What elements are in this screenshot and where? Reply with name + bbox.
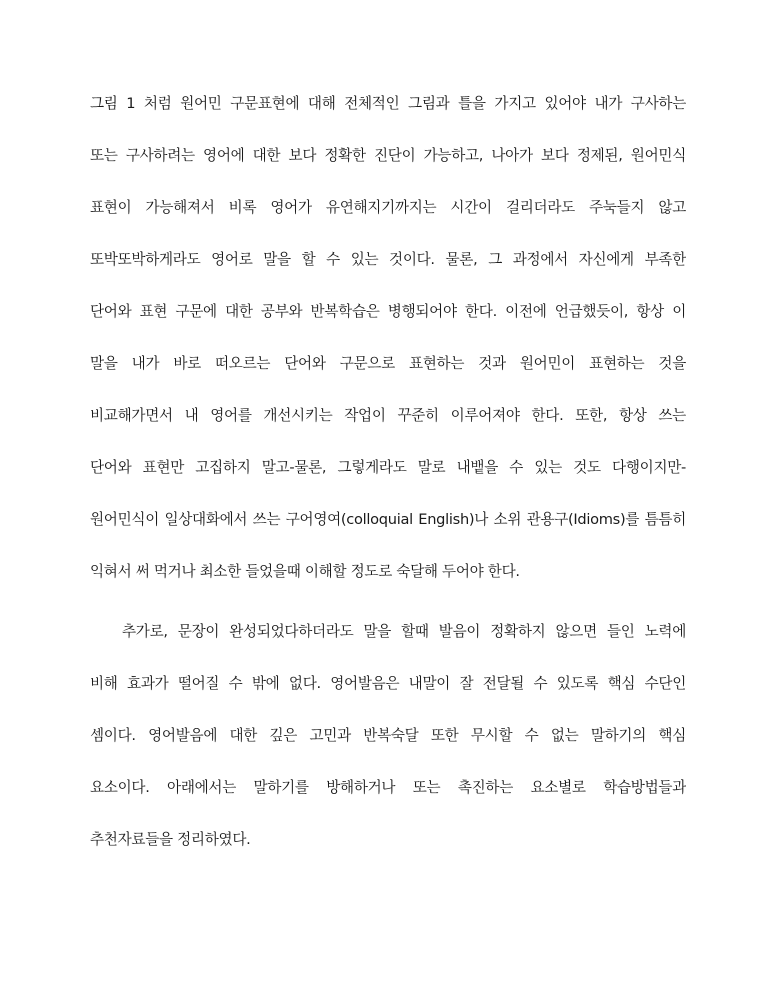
text-line: 또박또박하게라도 영어로 말을 할 수 있는 것이다. 물론, 그 과정에서 자신에게 부족한 — [90, 251, 686, 268]
paragraph-1 — [90, 93, 686, 613]
text-line: 단어와 표현만 고집하지 말고-물론, 그렇게라도 말로 내뱉을 수 있는 것도 다행이지만- — [90, 459, 686, 476]
text-line: 원어민식이 일상대화에서 쓰는 구어영여(colloquial English)나 소위 관용구(Idioms)를 틈틈히 — [90, 511, 686, 528]
text-line: 표현이 가능해져서 비록 영어가 유연해지기까지는 시간이 걸리더라도 주눅들지 않고 — [90, 199, 686, 216]
text-line: 추천자료들을 정리하였다. — [90, 831, 251, 848]
text-line: 말을 내가 바로 떠오르는 단어와 구문으로 표현하는 것과 원어민이 표현하는 것을 — [90, 355, 686, 372]
text-line: 추가로, 문장이 완성되었다하더라도 말을 할때 발음이 정확하지 않으면 들인 노력에 — [122, 623, 686, 640]
text-line: 단어와 표현 구문에 대한 공부와 반복학습은 병행되어야 한다. 이전에 언급했듯이, 항상 이 — [90, 303, 686, 320]
text-line: 익혀서 써 먹거나 최소한 들었을때 이해할 정도로 숙달해 두어야 한다. — [90, 563, 520, 580]
paragraph-2 — [90, 621, 686, 881]
text-line: 비해 효과가 떨어질 수 밖에 없다. 영어발음은 내말이 잘 전달될 수 있도록 핵심 수단인 — [90, 675, 686, 692]
text-line: 그림 1 처럼 원어민 구문표현에 대해 전체적인 그림과 틀을 가지고 있어야 내가 구사하는 — [90, 95, 686, 112]
text-line: 또는 구사하려는 영어에 대한 보다 정확한 진단이 가능하고, 나아가 보다 정제된, 원어민식 — [90, 147, 686, 164]
text-line: 요소이다. 아래에서는 말하기를 방해하거나 또는 촉진하는 요소별로 학습방법들과 — [90, 779, 686, 796]
text-line: 셈이다. 영어발음에 대한 깊은 고민과 반복숙달 또한 무시할 수 없는 말하기의 핵심 — [90, 727, 686, 744]
text-line: 비교해가면서 내 영어를 개선시키는 작업이 꾸준히 이루어져야 한다. 또한, 항상 쓰는 — [90, 407, 686, 424]
